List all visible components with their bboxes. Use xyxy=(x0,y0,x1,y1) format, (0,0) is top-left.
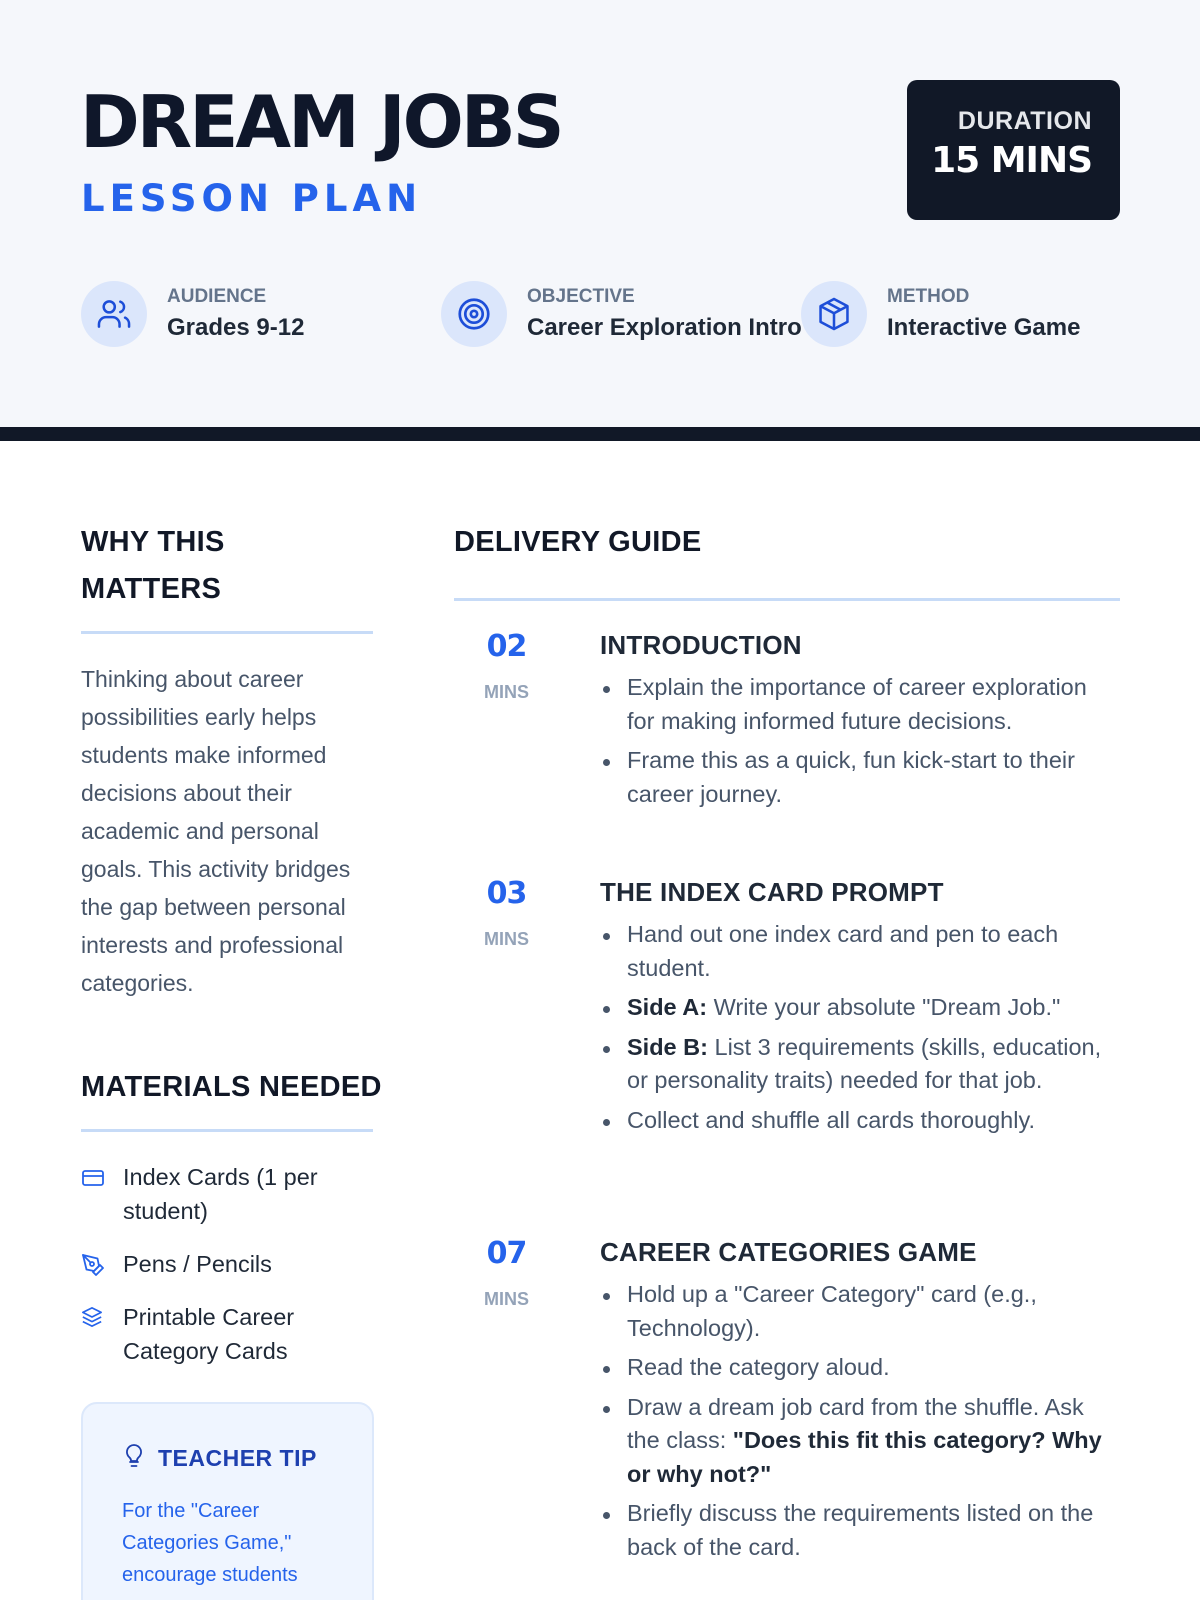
meta-value: Grades 9-12 xyxy=(167,313,305,341)
material-label: Pens / Pencils xyxy=(123,1251,272,1277)
list-item: Hand out one index card and pen to each student. xyxy=(600,918,1120,985)
list-item: Frame this as a quick, fun kick-start to their career journey. xyxy=(600,744,1120,811)
delivery-heading: DELIVERY GUIDE xyxy=(454,526,702,558)
lightbulb-icon xyxy=(122,1442,146,1475)
list-item xyxy=(81,1300,373,1368)
target-icon xyxy=(441,281,507,347)
list-item: Draw a dream job card from the shuffle. Ask the class: "Does this fit this category? Why or why not?" xyxy=(600,1391,1120,1492)
step-title: INTRODUCTION xyxy=(600,630,802,660)
step-unit: MINS xyxy=(484,682,529,702)
step-unit: MINS xyxy=(484,929,529,949)
meta-objective xyxy=(441,281,802,347)
teacher-tip-card xyxy=(81,1402,374,1600)
layers-icon xyxy=(81,1306,109,1328)
list-item: Read the category aloud. xyxy=(600,1351,1120,1385)
step-minutes: 07 xyxy=(486,1236,527,1271)
meta-value: Interactive Game xyxy=(887,313,1081,341)
why-text: Thinking about career possibilities early helps students make informed decisions about their academic and personal goals. This activity bridges the gap between personal interests and professional categories. xyxy=(81,666,351,996)
list-item: Side B: List 3 requirements (skills, education, or personality traits) needed for that job. xyxy=(600,1031,1120,1098)
meta-label: AUDIENCE xyxy=(167,285,267,307)
list-item: Briefly discuss the requirements listed on the back of the card. xyxy=(600,1497,1120,1564)
step-title: CAREER CATEGORIES GAME xyxy=(600,1237,977,1267)
why-heading: WHY THIS MATTERS xyxy=(81,526,225,605)
step-title: THE INDEX CARD PROMPT xyxy=(600,877,944,907)
tip-title: TEACHER TIP xyxy=(158,1445,317,1471)
material-label: Index Cards (1 per student) xyxy=(123,1164,318,1224)
header xyxy=(0,0,1200,427)
materials-heading: MATERIALS NEEDED xyxy=(81,1071,382,1103)
list-item: Side A: Write your absolute "Dream Job." xyxy=(600,991,1120,1025)
step-bullets xyxy=(600,671,1120,817)
list-item: Collect and shuffle all cards thoroughly. xyxy=(600,1104,1120,1138)
delivery-guide xyxy=(454,519,1120,1560)
meta-label: OBJECTIVE xyxy=(527,285,635,307)
meta-audience xyxy=(81,281,304,347)
section-rule xyxy=(81,631,373,634)
box-icon xyxy=(801,281,867,347)
duration-badge xyxy=(907,80,1120,220)
meta-label: METHOD xyxy=(887,285,970,307)
step-unit: MINS xyxy=(484,1289,529,1309)
tip-text: For the "Career Categories Game," encourage students xyxy=(122,1500,298,1586)
duration-label: DURATION xyxy=(957,107,1092,135)
credit-card-icon xyxy=(81,1166,109,1190)
list-item xyxy=(81,1247,373,1281)
meta-method xyxy=(801,281,1080,347)
step-minutes: 02 xyxy=(486,629,527,664)
sidebar xyxy=(81,519,382,1387)
page-subtitle: LESSON PLAN xyxy=(81,177,423,220)
list-item xyxy=(81,1160,373,1228)
duration-value: 15 MINS xyxy=(931,140,1092,181)
material-label: Printable Career Category Cards xyxy=(123,1304,295,1364)
step-minutes: 03 xyxy=(486,876,527,911)
list-item: Explain the importance of career exploration for making informed future decisions. xyxy=(600,671,1120,738)
step-bullets xyxy=(600,918,1120,1143)
page-title: DREAM JOBS xyxy=(80,80,562,164)
materials-list xyxy=(81,1160,373,1368)
meta-value: Career Exploration Intro xyxy=(527,313,802,341)
list-item: Hold up a "Career Category" card (e.g., Technology). xyxy=(600,1278,1120,1345)
pen-tool-icon xyxy=(81,1253,109,1277)
header-divider xyxy=(0,427,1200,441)
users-icon xyxy=(81,281,147,347)
section-rule xyxy=(81,1129,373,1132)
step-bullets xyxy=(600,1278,1120,1570)
section-rule xyxy=(454,598,1120,601)
